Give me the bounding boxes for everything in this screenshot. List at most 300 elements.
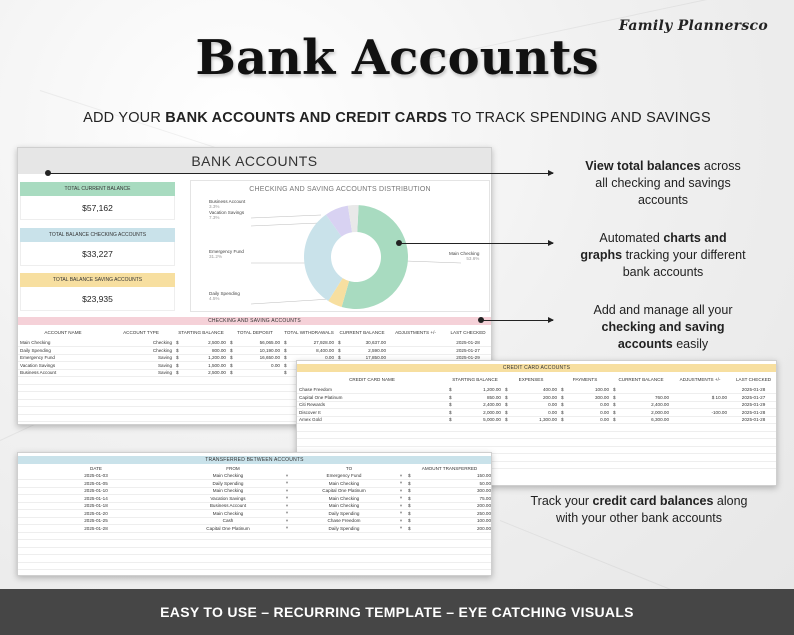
empty-cell[interactable] [559,461,567,469]
empty-cell[interactable] [396,555,406,563]
empty-cell[interactable] [671,461,729,469]
amount-cell[interactable]: 300.00 [416,487,492,495]
empty-cell[interactable] [18,414,108,422]
dropdown-icon[interactable]: ▾ [396,472,406,480]
table-cell[interactable]: $ [282,362,290,370]
from-cell[interactable]: Daily Spending [174,480,282,488]
empty-cell[interactable] [182,384,228,392]
date-cell[interactable]: 2025-01-20 [18,510,174,518]
table-cell[interactable]: 27,928.00 [290,339,336,347]
table-cell[interactable]: $ [228,354,236,362]
last-checked-cell[interactable]: 2025-01-28 [729,416,777,424]
table-cell[interactable]: $ [447,394,455,402]
empty-cell[interactable] [282,422,290,426]
empty-cell[interactable] [567,439,611,447]
empty-cell[interactable] [503,454,511,462]
table-cell[interactable]: 760.00 [619,394,671,402]
empty-cell[interactable] [611,439,619,447]
empty-cell[interactable] [18,392,108,400]
from-cell[interactable]: Main Checking [174,510,282,518]
table-cell[interactable]: $ [611,409,619,417]
last-checked-cell[interactable]: 2025-01-28 [443,339,492,347]
empty-cell[interactable] [671,446,729,454]
last-checked-cell[interactable]: 2025-01-27 [729,394,777,402]
empty-cell[interactable] [174,377,182,385]
table-cell[interactable]: $ [559,401,567,409]
empty-cell[interactable] [406,540,416,548]
adjustment-cell[interactable] [671,386,729,394]
empty-cell[interactable] [282,532,292,540]
table-cell[interactable]: $ [447,401,455,409]
distribution-chart[interactable] [190,180,490,312]
empty-cell[interactable] [396,532,406,540]
table-cell[interactable]: $ [174,354,182,362]
table-cell[interactable]: $ [282,339,290,347]
empty-cell[interactable] [282,377,290,385]
empty-cell[interactable] [228,414,236,422]
table-cell[interactable]: 5,000.00 [455,416,503,424]
to-cell[interactable]: Main Checking [292,480,396,488]
dropdown-icon[interactable]: ▾ [282,487,292,495]
table-cell[interactable]: $ [611,416,619,424]
empty-cell[interactable] [619,431,671,439]
to-cell[interactable]: Chase Freedom [292,517,396,525]
empty-cell[interactable] [292,547,396,555]
empty-cell[interactable] [228,407,236,415]
currency-cell[interactable]: $ [406,517,416,525]
empty-cell[interactable] [447,424,455,432]
from-cell[interactable]: Main Checking [174,487,282,495]
adjustment-cell[interactable] [388,339,443,347]
empty-cell[interactable] [619,424,671,432]
table-cell[interactable]: 30,637.00 [344,339,388,347]
dropdown-icon[interactable]: ▾ [396,495,406,503]
empty-cell[interactable] [503,446,511,454]
table-cell[interactable]: 0.00 [567,401,611,409]
to-cell[interactable]: Capital One Platinum [292,487,396,495]
account-name-cell[interactable]: Main Checking [18,339,108,347]
table-cell[interactable]: 800.00 [182,347,228,355]
empty-cell[interactable] [174,555,282,563]
from-cell[interactable]: Vacation Savings [174,495,282,503]
empty-cell[interactable] [619,454,671,462]
account-name-cell[interactable]: Business Account [18,369,108,377]
table-cell[interactable]: $ [228,362,236,370]
to-cell[interactable]: Main Checking [292,502,396,510]
empty-cell[interactable] [282,414,290,422]
empty-cell[interactable] [611,424,619,432]
table-cell[interactable]: 0.00 [511,401,559,409]
empty-cell[interactable] [567,461,611,469]
table-cell[interactable]: 0.00 [236,362,282,370]
to-cell[interactable]: Main Checking [292,495,396,503]
table-cell[interactable]: 850.00 [455,394,503,402]
empty-cell[interactable] [396,562,406,570]
empty-cell[interactable] [182,414,228,422]
from-cell[interactable]: Business Account [174,502,282,510]
table-cell[interactable]: $ [336,339,344,347]
empty-cell[interactable] [396,547,406,555]
empty-cell[interactable] [416,540,492,548]
card-name-cell[interactable]: Citi Rewards [297,401,447,409]
currency-cell[interactable]: $ [406,510,416,518]
empty-cell[interactable] [619,439,671,447]
empty-cell[interactable] [503,439,511,447]
empty-cell[interactable] [671,439,729,447]
amount-cell[interactable]: 200.00 [416,502,492,510]
table-cell[interactable]: 0.00 [567,416,611,424]
empty-cell[interactable] [416,562,492,570]
adjustment-cell[interactable]: -100.00 [671,409,729,417]
last-checked-cell[interactable]: 2025-01-28 [729,386,777,394]
empty-cell[interactable] [447,431,455,439]
empty-cell[interactable] [236,392,282,400]
empty-cell[interactable] [236,422,282,426]
table-cell[interactable]: $ [503,416,511,424]
table-cell[interactable]: 1,200.00 [182,354,228,362]
empty-cell[interactable] [292,532,396,540]
table-cell[interactable]: $ [559,409,567,417]
empty-cell[interactable] [108,377,174,385]
table-cell[interactable]: 2,400.00 [619,401,671,409]
empty-cell[interactable] [228,399,236,407]
table-cell[interactable]: 2,400.00 [455,401,503,409]
table-cell[interactable]: $ [282,369,290,377]
empty-cell[interactable] [182,407,228,415]
adjustment-cell[interactable]: $ 10.00 [671,394,729,402]
last-checked-cell[interactable]: 2025-01-29 [443,354,492,362]
table-cell[interactable]: 8,400.00 [290,347,336,355]
empty-cell[interactable] [108,399,174,407]
empty-cell[interactable] [228,422,236,426]
empty-cell[interactable] [729,431,777,439]
amount-cell[interactable]: 150.00 [416,472,492,480]
empty-cell[interactable] [174,540,282,548]
empty-cell[interactable] [511,439,559,447]
account-type-cell[interactable]: Checking [108,339,174,347]
account-type-cell[interactable]: Saving [108,362,174,370]
amount-cell[interactable]: 250.00 [416,510,492,518]
from-cell[interactable]: Capital One Platinum [174,525,282,533]
dropdown-icon[interactable]: ▾ [396,502,406,510]
table-cell[interactable]: $ [503,394,511,402]
empty-cell[interactable] [611,454,619,462]
empty-cell[interactable] [18,384,108,392]
currency-cell[interactable]: $ [406,495,416,503]
currency-cell[interactable]: $ [406,525,416,533]
table-cell[interactable]: 400.00 [511,386,559,394]
empty-cell[interactable] [671,431,729,439]
card-value[interactable]: $57,162 [20,196,175,220]
table-cell[interactable]: $ [336,354,344,362]
empty-cell[interactable] [18,399,108,407]
empty-cell[interactable] [18,562,174,570]
empty-cell[interactable] [174,547,282,555]
empty-cell[interactable] [18,547,174,555]
empty-cell[interactable] [567,454,611,462]
empty-cell[interactable] [455,431,503,439]
empty-cell[interactable] [174,532,282,540]
empty-cell[interactable] [447,439,455,447]
table-cell[interactable]: $ [503,409,511,417]
from-cell[interactable]: Main Checking [174,472,282,480]
table-cell[interactable]: 56,065.00 [236,339,282,347]
table-cell[interactable]: 100.00 [567,386,611,394]
empty-cell[interactable] [282,399,290,407]
empty-cell[interactable] [729,446,777,454]
empty-cell[interactable] [511,431,559,439]
dropdown-icon[interactable]: ▾ [282,525,292,533]
empty-cell[interactable] [182,377,228,385]
empty-cell[interactable] [236,377,282,385]
empty-cell[interactable] [671,454,729,462]
empty-cell[interactable] [611,461,619,469]
empty-cell[interactable] [559,439,567,447]
date-cell[interactable]: 2025-01-05 [18,480,174,488]
empty-cell[interactable] [559,424,567,432]
empty-cell[interactable] [108,414,174,422]
empty-cell[interactable] [297,431,447,439]
table-cell[interactable]: 1,500.00 [182,362,228,370]
empty-cell[interactable] [559,446,567,454]
empty-cell[interactable] [619,461,671,469]
empty-cell[interactable] [282,407,290,415]
account-name-cell[interactable]: Daily Spending [18,347,108,355]
table-cell[interactable]: 2,500.00 [182,339,228,347]
empty-cell[interactable] [236,414,282,422]
table-cell[interactable]: $ [447,409,455,417]
table-cell[interactable] [236,369,282,377]
empty-cell[interactable] [416,547,492,555]
dropdown-icon[interactable]: ▾ [282,510,292,518]
table-cell[interactable]: $ [282,347,290,355]
empty-cell[interactable] [416,532,492,540]
empty-cell[interactable] [282,392,290,400]
table-cell[interactable]: $ [282,354,290,362]
empty-cell[interactable] [503,461,511,469]
empty-cell[interactable] [182,422,228,426]
table-cell[interactable]: $ [611,401,619,409]
empty-cell[interactable] [182,399,228,407]
table-cell[interactable]: $ [336,347,344,355]
table-cell[interactable]: 10,190.00 [236,347,282,355]
table-cell[interactable]: 2,500.00 [182,369,228,377]
empty-cell[interactable] [174,392,182,400]
table-cell[interactable]: 1,200.00 [455,386,503,394]
empty-cell[interactable] [174,562,282,570]
card-value[interactable]: $33,227 [20,242,175,266]
table-cell[interactable]: 0.00 [290,354,336,362]
date-cell[interactable]: 2025-01-25 [18,517,174,525]
table-cell[interactable]: $ [174,347,182,355]
table-cell[interactable]: 6,300.00 [619,416,671,424]
to-cell[interactable]: Daily Spending [292,510,396,518]
empty-cell[interactable] [567,446,611,454]
empty-cell[interactable] [671,424,729,432]
dropdown-icon[interactable]: ▾ [282,495,292,503]
table-cell[interactable]: $ [559,394,567,402]
amount-cell[interactable]: 200.00 [416,525,492,533]
empty-cell[interactable] [729,439,777,447]
empty-cell[interactable] [297,439,447,447]
table-cell[interactable]: $ [228,347,236,355]
amount-cell[interactable]: 75.00 [416,495,492,503]
table-cell[interactable]: 2,000.00 [455,409,503,417]
empty-cell[interactable] [182,392,228,400]
empty-cell[interactable] [18,555,174,563]
empty-cell[interactable] [282,384,290,392]
empty-cell[interactable] [729,424,777,432]
empty-cell[interactable] [511,424,559,432]
date-cell[interactable]: 2025-01-28 [18,525,174,533]
currency-cell[interactable]: $ [406,502,416,510]
account-type-cell[interactable]: Checking [108,347,174,355]
table-cell[interactable]: $ [447,386,455,394]
empty-cell[interactable] [236,399,282,407]
empty-cell[interactable] [174,384,182,392]
table-cell[interactable]: 16,650.00 [236,354,282,362]
table-cell[interactable]: 0.00 [567,409,611,417]
empty-cell[interactable] [611,446,619,454]
empty-cell[interactable] [282,547,292,555]
empty-cell[interactable] [292,562,396,570]
empty-cell[interactable] [108,407,174,415]
account-name-cell[interactable]: Vacation Savings [18,362,108,370]
empty-cell[interactable] [503,431,511,439]
card-name-cell[interactable]: Capital One Platinum [297,394,447,402]
table-cell[interactable]: 2,590.00 [344,347,388,355]
empty-cell[interactable] [282,562,292,570]
table-cell[interactable]: $ [228,369,236,377]
to-cell[interactable]: Emergency Fund [292,472,396,480]
adjustment-cell[interactable] [671,401,729,409]
empty-cell[interactable] [228,392,236,400]
empty-cell[interactable] [236,384,282,392]
from-cell[interactable]: Cash [174,517,282,525]
amount-cell[interactable]: 100.00 [416,517,492,525]
last-checked-cell[interactable]: 2025-01-27 [443,347,492,355]
table-cell[interactable]: $ [611,394,619,402]
empty-cell[interactable] [511,454,559,462]
empty-cell[interactable] [455,439,503,447]
empty-cell[interactable] [174,399,182,407]
empty-cell[interactable] [511,446,559,454]
empty-cell[interactable] [297,424,447,432]
empty-cell[interactable] [611,431,619,439]
dropdown-icon[interactable]: ▾ [396,480,406,488]
account-type-cell[interactable]: Saving [108,354,174,362]
card-value[interactable]: $23,935 [20,287,175,311]
empty-cell[interactable] [108,422,174,426]
empty-cell[interactable] [174,422,182,426]
card-name-cell[interactable]: Chase Freedom [297,386,447,394]
table-cell[interactable]: $ [503,386,511,394]
empty-cell[interactable] [406,547,416,555]
empty-cell[interactable] [282,540,292,548]
last-checked-cell[interactable]: 2025-01-28 [729,409,777,417]
dropdown-icon[interactable]: ▾ [396,525,406,533]
empty-cell[interactable] [18,422,108,426]
table-cell[interactable]: $ [611,386,619,394]
table-cell[interactable]: $ [174,339,182,347]
table-cell[interactable]: $ [559,416,567,424]
date-cell[interactable]: 2025-01-14 [18,495,174,503]
empty-cell[interactable] [455,424,503,432]
empty-cell[interactable] [559,431,567,439]
dropdown-icon[interactable]: ▾ [396,517,406,525]
card-name-cell[interactable]: Amex Gold [297,416,447,424]
table-cell[interactable]: 300.00 [567,394,611,402]
empty-cell[interactable] [18,540,174,548]
empty-cell[interactable] [416,555,492,563]
empty-cell[interactable] [567,424,611,432]
table-cell[interactable]: 0.00 [511,409,559,417]
empty-cell[interactable] [18,407,108,415]
adjustment-cell[interactable] [388,347,443,355]
date-cell[interactable]: 2025-01-10 [18,487,174,495]
empty-cell[interactable] [18,377,108,385]
table-cell[interactable] [619,386,671,394]
empty-cell[interactable] [174,407,182,415]
empty-cell[interactable] [282,555,292,563]
dropdown-icon[interactable]: ▾ [396,510,406,518]
table-cell[interactable]: 2,000.00 [619,409,671,417]
card-name-cell[interactable]: Discover It [297,409,447,417]
dropdown-icon[interactable]: ▾ [396,487,406,495]
dropdown-icon[interactable]: ▾ [282,480,292,488]
empty-cell[interactable] [503,424,511,432]
empty-cell[interactable] [236,407,282,415]
table-cell[interactable]: $ [503,401,511,409]
currency-cell[interactable]: $ [406,487,416,495]
empty-cell[interactable] [174,414,182,422]
empty-cell[interactable] [108,392,174,400]
empty-cell[interactable] [406,532,416,540]
amount-cell[interactable]: 50.00 [416,480,492,488]
account-type-cell[interactable]: Saving [108,369,174,377]
table-cell[interactable]: 1,300.00 [511,416,559,424]
table-cell[interactable]: 200.00 [511,394,559,402]
currency-cell[interactable]: $ [406,480,416,488]
date-cell[interactable]: 2025-01-03 [18,472,174,480]
empty-cell[interactable] [559,454,567,462]
empty-cell[interactable] [511,461,559,469]
empty-cell[interactable] [18,532,174,540]
last-checked-cell[interactable]: 2025-01-29 [729,401,777,409]
adjustment-cell[interactable] [671,416,729,424]
empty-cell[interactable] [228,377,236,385]
currency-cell[interactable]: $ [406,472,416,480]
dropdown-icon[interactable]: ▾ [282,517,292,525]
empty-cell[interactable] [108,384,174,392]
empty-cell[interactable] [228,384,236,392]
empty-cell[interactable] [406,562,416,570]
empty-cell[interactable] [729,454,777,462]
date-cell[interactable]: 2025-01-18 [18,502,174,510]
table-cell[interactable]: $ [559,386,567,394]
empty-cell[interactable] [729,461,777,469]
empty-cell[interactable] [292,540,396,548]
table-cell[interactable]: $ [174,369,182,377]
empty-cell[interactable] [567,431,611,439]
table-cell[interactable]: $ [228,339,236,347]
to-cell[interactable]: Daily Spending [292,525,396,533]
table-cell[interactable]: $ [174,362,182,370]
empty-cell[interactable] [396,540,406,548]
dropdown-icon[interactable]: ▾ [282,502,292,510]
table-cell[interactable]: 17,850.00 [344,354,388,362]
empty-cell[interactable] [619,446,671,454]
